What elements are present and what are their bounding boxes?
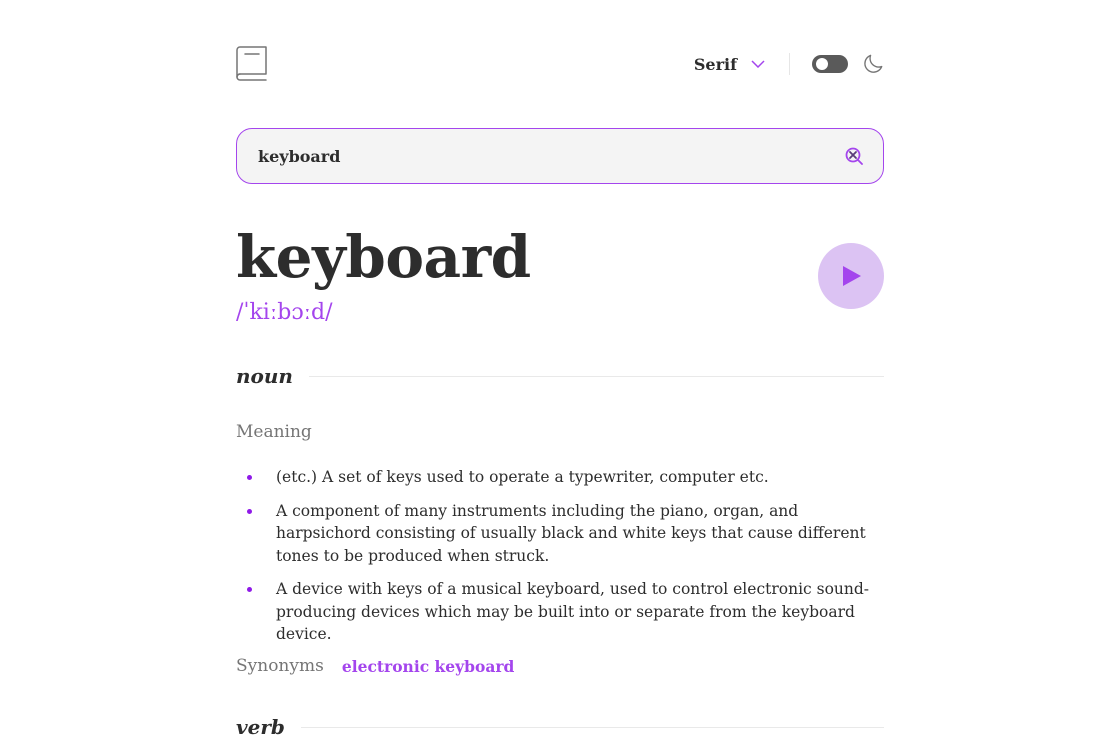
definition-text: A component of many instruments including the piano, organ, and harpsichord consisting of usually black and white keys that cause different tones to be produced when struck. — [276, 501, 866, 565]
theme-toggle[interactable] — [812, 55, 848, 73]
search-icon[interactable] — [845, 147, 863, 165]
search-bar — [236, 128, 884, 184]
definition-item — [236, 466, 884, 489]
font-selector-value: Serif — [693, 54, 737, 74]
section-divider — [301, 727, 884, 728]
bullet — [247, 587, 252, 592]
bullet — [247, 509, 252, 514]
definition-text: (etc.) A set of keys used to operate a typewriter, computer etc. — [276, 468, 769, 486]
definition-item — [236, 578, 884, 646]
book-icon[interactable] — [236, 46, 268, 82]
part-of-speech-verb — [236, 712, 884, 742]
phonetic: /ˈkiːbɔːd/ — [236, 300, 333, 325]
synonyms-label: Synonyms — [236, 656, 324, 676]
moon-icon[interactable] — [864, 54, 884, 74]
word-title: keyboard — [236, 223, 531, 291]
font-selector[interactable] — [694, 55, 765, 74]
header-controls — [694, 52, 884, 76]
definition-text: A device with keys of a musical keyboard, used to control electronic sound-producing devices which may be built into or separate from the keyboard device. — [276, 580, 870, 643]
section-divider — [309, 376, 884, 377]
header-divider — [789, 53, 790, 75]
play-audio-button[interactable] — [818, 243, 884, 309]
definition-item — [236, 500, 884, 568]
part-of-speech-label: noun — [236, 364, 293, 388]
search-input[interactable] — [258, 129, 818, 183]
part-of-speech-noun — [236, 361, 884, 391]
chevron-down-icon — [751, 60, 765, 68]
definition-list — [236, 466, 884, 657]
synonym-link[interactable]: electronic keyboard — [341, 656, 515, 676]
theme-toggle-knob — [816, 58, 828, 70]
synonyms-row — [236, 656, 514, 676]
bullet — [247, 475, 252, 480]
play-icon — [843, 266, 861, 286]
part-of-speech-label: verb — [236, 715, 285, 739]
header — [236, 46, 884, 82]
meaning-label: Meaning — [236, 422, 312, 442]
